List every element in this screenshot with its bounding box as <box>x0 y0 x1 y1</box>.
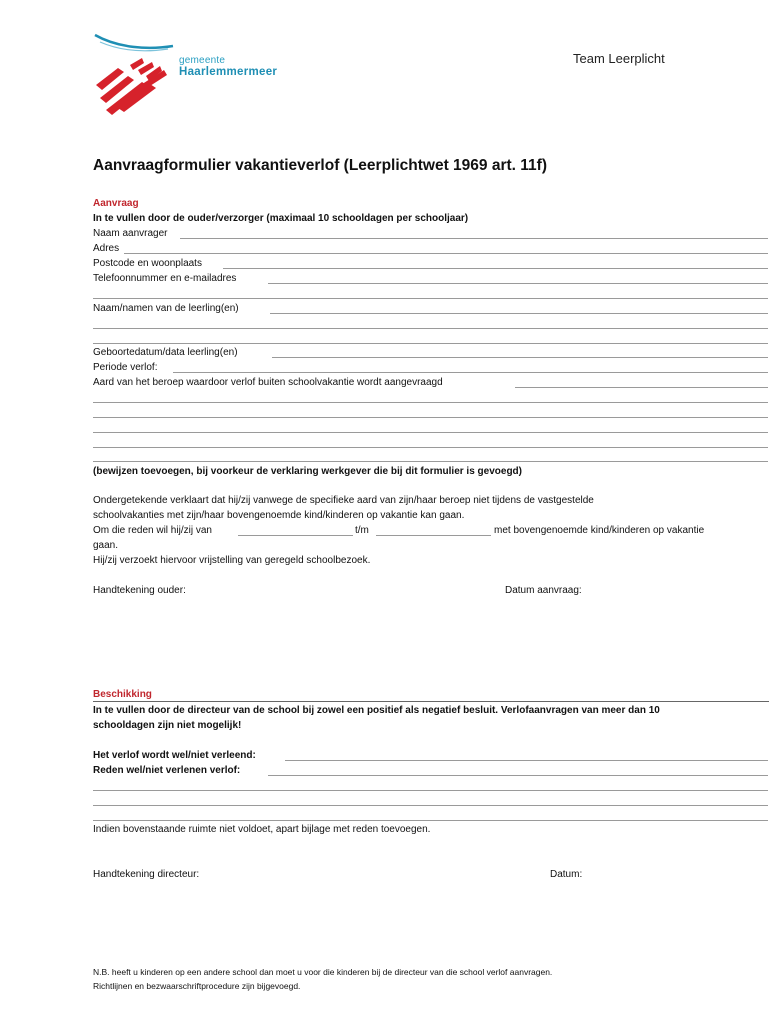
field-line-beroep-3[interactable] <box>93 417 768 418</box>
statement-line-3a: Om die reden wil hij/zij van <box>93 525 212 536</box>
field-line-leerling-3[interactable] <box>93 343 768 344</box>
bijlage-note: Indien bovenstaande ruimte niet voldoet, apart bijlage met reden toevoegen. <box>93 824 431 835</box>
field-line-telefoon[interactable] <box>268 283 768 284</box>
field-line-beroep-5[interactable] <box>93 447 768 448</box>
field-line-naam[interactable] <box>180 238 768 239</box>
field-line-tm[interactable] <box>376 535 491 536</box>
field-line-leerling[interactable] <box>270 313 768 314</box>
field-line-beroep-4[interactable] <box>93 432 768 433</box>
field-line-beroep[interactable] <box>515 387 768 388</box>
field-line-geboorte[interactable] <box>272 357 768 358</box>
field-line-beroep-6[interactable] <box>93 461 768 462</box>
statement-line-2: schoolvakanties met zijn/haar bovengenoemde kind/kinderen op vakantie kan gaan. <box>93 510 465 521</box>
footer-note-2: Richtlijnen en bezwaarschriftprocedure zijn bijgevoegd. <box>93 981 301 991</box>
field-line-leerling-2[interactable] <box>93 328 768 329</box>
statement-line-5: Hij/zij verzoekt hiervoor vrijstelling van geregeld schoolbezoek. <box>93 555 371 566</box>
reden-label: Reden wel/niet verlenen verlof: <box>93 765 241 776</box>
field-label-beroep: Aard van het beroep waardoor verlof buiten schoolvakantie wordt aangevraagd <box>93 377 443 388</box>
field-line-van[interactable] <box>238 535 353 536</box>
team-label: Team Leerplicht <box>573 51 665 66</box>
statement-line-3c: met bovengenoemde kind/kinderen op vakantie <box>494 525 705 536</box>
aanvraag-instruction: In te vullen door de ouder/verzorger (maximaal 10 schooldagen per schooljaar) <box>93 213 469 224</box>
field-label-periode: Periode verlof: <box>93 362 158 373</box>
field-line-reden-4[interactable] <box>93 820 768 821</box>
page-title: Aanvraagformulier vakantieverlof (Leerplichtwet 1969 art. 11f) <box>93 157 547 174</box>
beschikking-instruction-1: In te vullen door de directeur van de school bij zowel een positief als negatief besluit. Verlofaanvragen van meer dan 10 <box>93 705 660 716</box>
field-label-postcode: Postcode en woonplaats <box>93 258 202 269</box>
field-line-reden[interactable] <box>268 775 768 776</box>
field-line-postcode[interactable] <box>223 268 768 269</box>
field-label-adres: Adres <box>93 243 120 254</box>
bewijzen-note: (bewijzen toevoegen, bij voorkeur de verklaring werkgever die bij dit formulier is gevoegd) <box>93 466 522 477</box>
handtekening-directeur-label: Handtekening directeur: <box>93 869 200 880</box>
statement-line-4: gaan. <box>93 540 119 551</box>
beschikking-divider <box>93 701 769 702</box>
datum-aanvraag-label: Datum aanvraag: <box>505 585 582 596</box>
field-line-adres[interactable] <box>124 253 768 254</box>
verleend-label: Het verlof wordt wel/niet verleend: <box>93 750 256 761</box>
logo-text-haarlemmermeer: Haarlemmermeer <box>179 66 278 78</box>
field-line-reden-3[interactable] <box>93 805 768 806</box>
logo-text-gemeente: gemeente <box>179 55 226 66</box>
beschikking-heading: Beschikking <box>93 689 152 700</box>
footer-note-1: N.B. heeft u kinderen op een andere school dan moet u voor die kinderen bij de directeur van die school verlof aanvragen. <box>93 967 553 977</box>
field-line-telefoon-extra[interactable] <box>93 298 768 299</box>
field-label-telefoon: Telefoonnummer en e-mailadres <box>93 273 237 284</box>
field-label-naam: Naam aanvrager <box>93 228 168 239</box>
statement-line-1: Ondergetekende verklaart dat hij/zij vanwege de specifieke aard van zijn/haar beroep niet tijdens de vastgestelde <box>93 495 594 506</box>
field-line-reden-2[interactable] <box>93 790 768 791</box>
beschikking-instruction-2: schooldagen zijn niet mogelijk! <box>93 720 242 731</box>
statement-line-3b: t/m <box>355 525 369 536</box>
field-line-beroep-2[interactable] <box>93 402 768 403</box>
field-line-periode[interactable] <box>173 372 768 373</box>
field-label-leerling: Naam/namen van de leerling(en) <box>93 303 239 314</box>
handtekening-ouder-label: Handtekening ouder: <box>93 585 186 596</box>
datum-label: Datum: <box>550 869 583 880</box>
aanvraag-heading: Aanvraag <box>93 198 139 209</box>
field-line-verleend[interactable] <box>285 760 768 761</box>
field-label-geboorte: Geboortedatum/data leerling(en) <box>93 347 238 358</box>
